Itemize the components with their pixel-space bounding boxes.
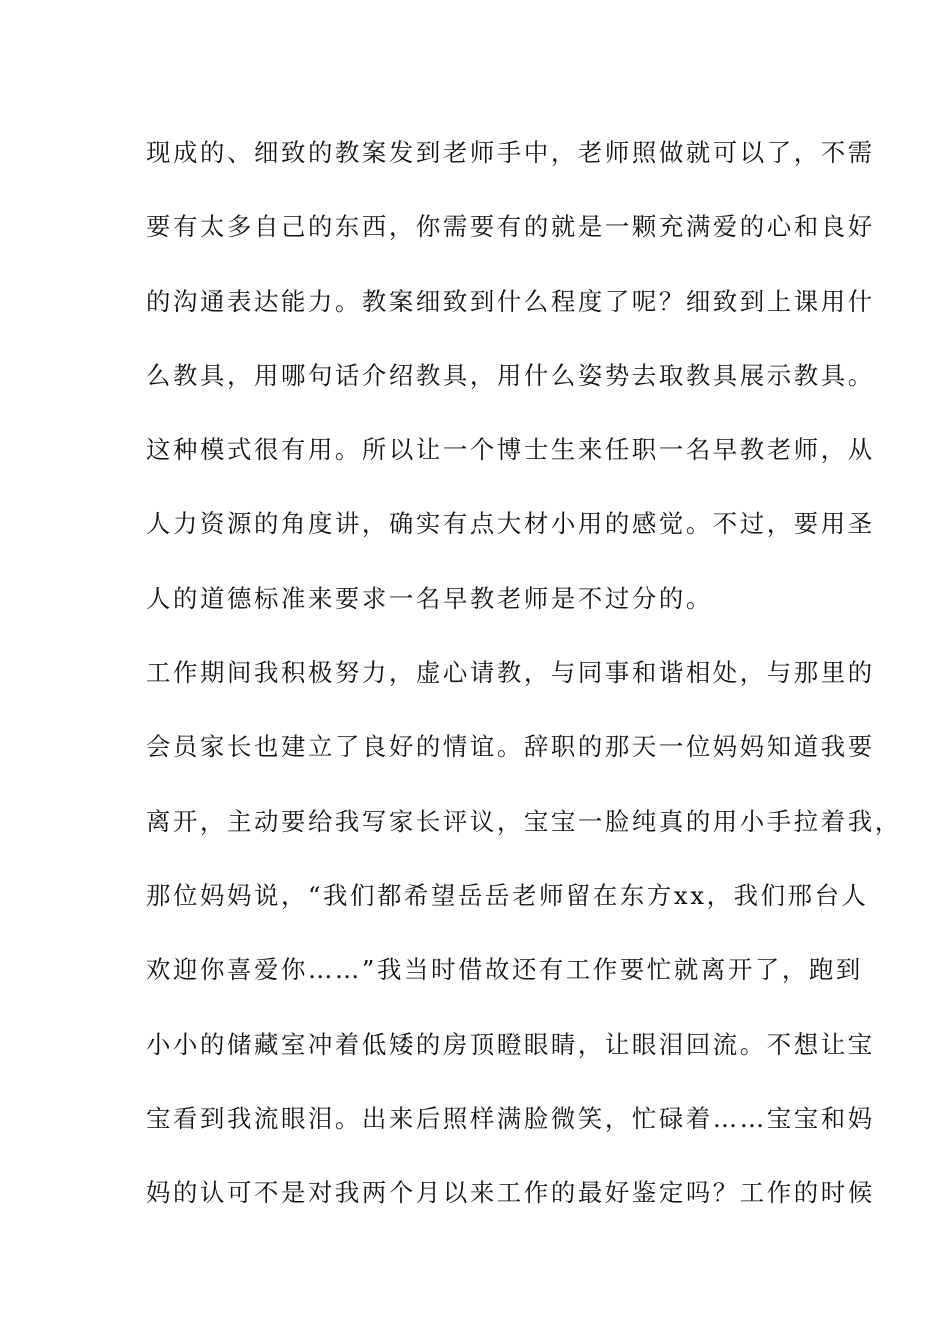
text-line: 人力资源的角度讲，确实有点大材小用的感觉。不过，要用圣 bbox=[146, 509, 875, 539]
text-line: 人的道德标准来要求一名早教老师是不过分的。 bbox=[146, 583, 713, 613]
text-line: 的沟通表达能力。教案细致到什么程度了呢？细致到上课用什 bbox=[146, 286, 875, 316]
text-line: 妈的认可不是对我两个月以来工作的最好鉴定吗？工作的时候 bbox=[146, 1178, 875, 1208]
text-line: 这种模式很有用。所以让一个博士生来任职一名早教老师，从 bbox=[146, 435, 875, 465]
text-line: 小小的储藏室冲着低矮的房顶瞪眼睛，让眼泪回流。不想让宝 bbox=[146, 1029, 875, 1059]
text-line: 要有太多自己的东西，你需要有的就是一颗充满爱的心和良好 bbox=[146, 212, 875, 242]
text-line: 么教具，用哪句话介绍教具，用什么姿势去取教具展示教具。 bbox=[146, 360, 875, 390]
text-line: 现成的、细致的教案发到老师手中，老师照做就可以了，不需 bbox=[146, 138, 875, 167]
text-line: 宝看到我流眼泪。出来后照样满脸微笑，忙碌着……宝宝和妈 bbox=[146, 1103, 875, 1133]
text-line: 会员家长也建立了良好的情谊。辞职的那天一位妈妈知道我要 bbox=[146, 732, 875, 762]
text-line: 工作期间我积极努力，虚心请教，与同事和谐相处，与那里的 bbox=[146, 658, 875, 688]
text-line: 离开，主动要给我写家长评议，宝宝一脸纯真的用小手拉着我， bbox=[146, 806, 902, 836]
text-line: 那位妈妈说，“我们都希望岳岳老师留在东方xx，我们邢台人 bbox=[146, 880, 869, 910]
text-line: 欢迎你喜爱你……”我当时借故还有工作要忙就离开了，跑到 bbox=[146, 955, 863, 985]
body-text bbox=[146, 131, 902, 1245]
